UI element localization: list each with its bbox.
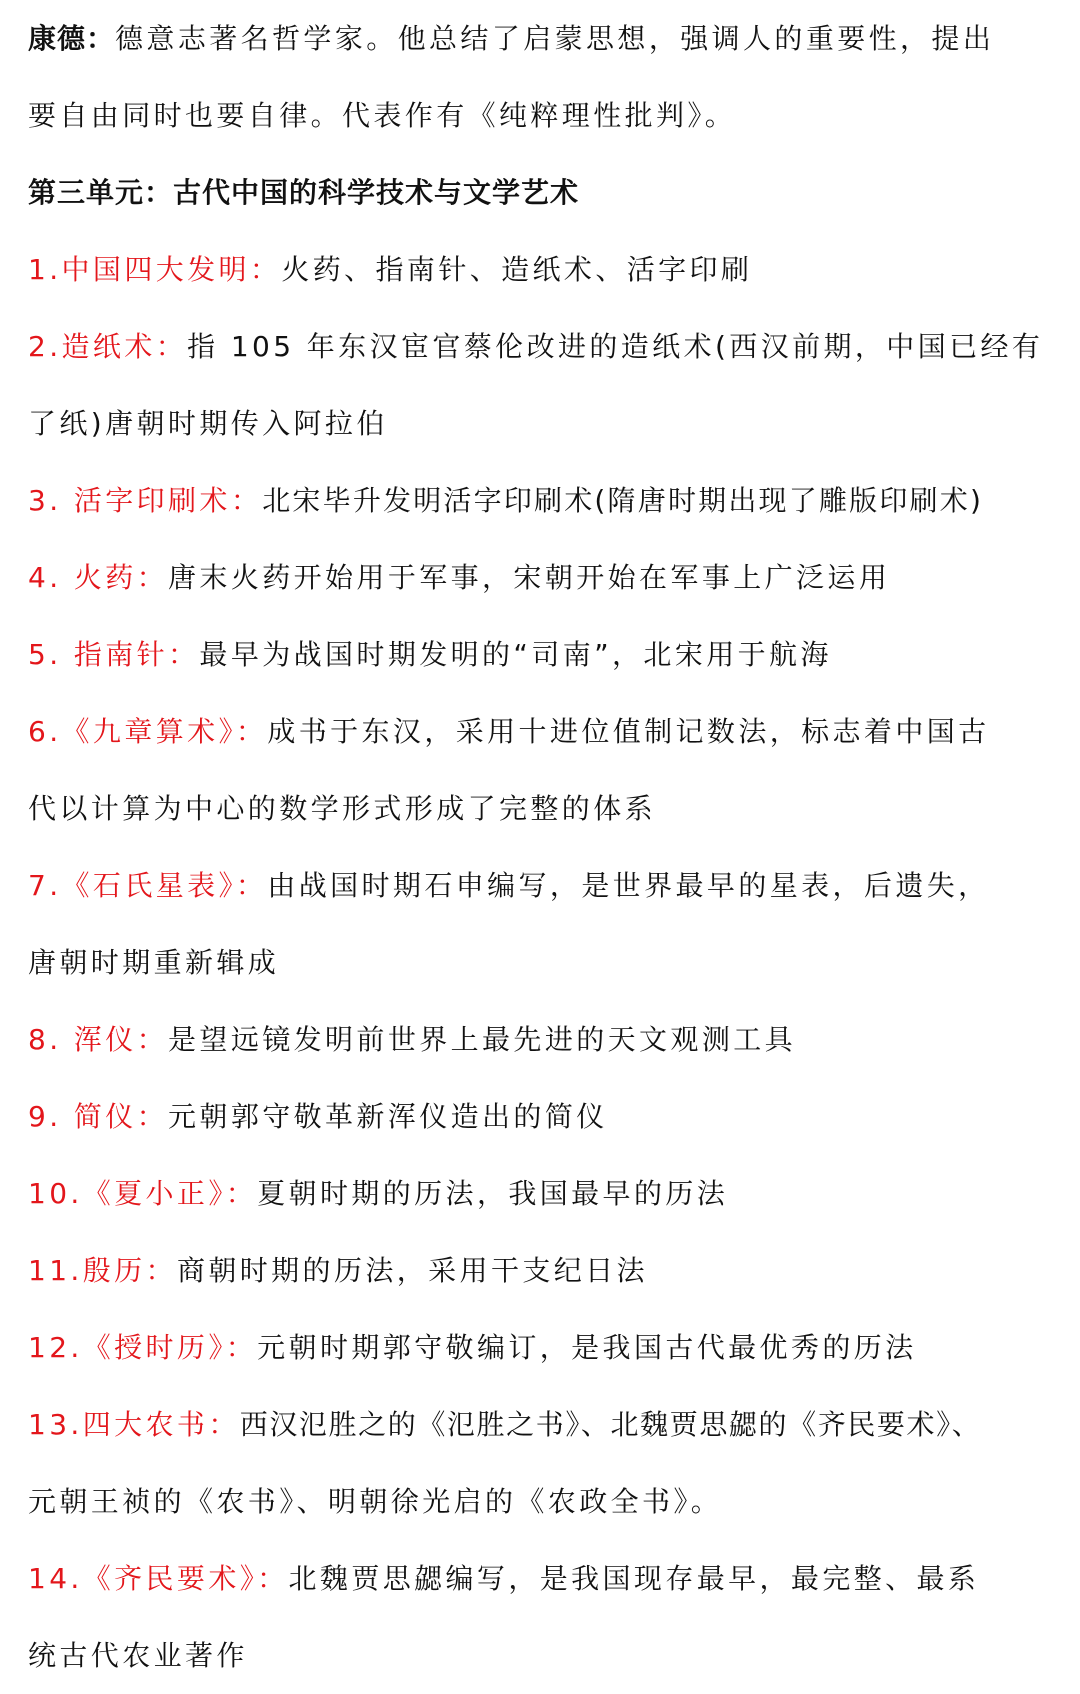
item-desc: 指 105 年东汉宦官蔡伦改进的造纸术(西汉前期，中国已经有	[187, 330, 1044, 363]
item-desc: 最早为战国时期发明的“司南”，北宋用于航海	[199, 638, 832, 671]
item-desc-cont: 唐朝时期重新辑成	[28, 946, 280, 979]
item-desc: 由战国时期石申编写，是世界最早的星表，后遗失，	[267, 869, 990, 902]
item-2-cont	[28, 385, 1052, 462]
item-desc-cont: 了纸)唐朝时期传入阿拉伯	[28, 407, 388, 440]
kant-line-1	[28, 0, 1052, 77]
item-desc: 北魏贾思勰编写，是我国现存最早，最完整、最系	[288, 1562, 980, 1595]
item-term: 8. 浑仪：	[28, 1023, 169, 1056]
item-desc: 北宋毕升发明活字印刷术(隋唐时期出现了雕版印刷术)	[262, 484, 984, 517]
item-term: 6.《九章算术》：	[28, 715, 268, 748]
item-term: 4. 火药：	[28, 561, 169, 594]
item-13	[28, 1386, 1052, 1463]
item-11	[28, 1232, 1052, 1309]
section-title: 第三单元：古代中国的科学技术与文学艺术	[28, 176, 580, 209]
item-13-cont	[28, 1463, 1052, 1540]
item-desc: 是望远镜发明前世界上最先进的天文观测工具	[168, 1023, 797, 1056]
item-7-cont	[28, 924, 1052, 1001]
kant-desc-2: 要自由同时也要自律。代表作有《纯粹理性批判》。	[28, 99, 737, 132]
item-3	[28, 462, 1052, 539]
item-6-cont	[28, 770, 1052, 847]
item-12	[28, 1309, 1052, 1386]
item-14-cont	[28, 1617, 1052, 1694]
item-8	[28, 1001, 1052, 1078]
item-4	[28, 539, 1052, 616]
item-term: 14.《齐民要术》：	[28, 1562, 289, 1595]
item-desc: 夏朝时期的历法，我国最早的历法	[257, 1177, 729, 1210]
item-6	[28, 693, 1052, 770]
item-2	[28, 308, 1052, 385]
item-term: 5. 指南针：	[28, 638, 200, 671]
item-desc-cont: 统古代农业著作	[28, 1639, 248, 1672]
item-term: 12.《授时历》：	[28, 1331, 258, 1364]
item-5	[28, 616, 1052, 693]
item-desc: 元朝郭守敬革新浑仪造出的简仪	[168, 1100, 608, 1133]
item-desc-cont: 代以计算为中心的数学形式形成了完整的体系	[28, 792, 657, 825]
kant-line-2	[28, 77, 1052, 154]
kant-term: 康德：	[28, 22, 116, 55]
item-term: 13.四大农书：	[28, 1408, 240, 1441]
kant-desc-1: 德意志著名哲学家。他总结了启蒙思想，强调人的重要性，提出	[115, 22, 995, 55]
document-page	[28, 0, 1052, 1694]
item-desc: 元朝时期郭守敬编订，是我国古代最优秀的历法	[257, 1331, 917, 1364]
item-9	[28, 1078, 1052, 1155]
item-1	[28, 231, 1052, 308]
item-desc-cont: 元朝王祯的《农书》、明朝徐光启的《农政全书》。	[28, 1485, 723, 1518]
item-desc: 西汉氾胜之的《氾胜之书》、北魏贾思勰的《齐民要术》、	[239, 1408, 982, 1441]
item-7	[28, 847, 1052, 924]
item-term: 10.《夏小正》：	[28, 1177, 258, 1210]
item-desc: 唐末火药开始用于军事，宋朝开始在军事上广泛运用	[168, 561, 891, 594]
item-14	[28, 1540, 1052, 1617]
item-desc: 商朝时期的历法，采用干支纪日法	[176, 1254, 648, 1287]
item-10	[28, 1155, 1052, 1232]
item-term: 2.造纸术：	[28, 330, 188, 363]
item-term: 3. 活字印刷术：	[28, 484, 263, 517]
item-term: 9. 简仪：	[28, 1100, 169, 1133]
item-desc: 成书于东汉，采用十进位值制记数法，标志着中国古	[267, 715, 990, 748]
item-term: 1.中国四大发明：	[28, 253, 282, 286]
item-desc: 火药、指南针、造纸术、活字印刷	[281, 253, 753, 286]
item-term: 7.《石氏星表》：	[28, 869, 268, 902]
item-term: 11.殷历：	[28, 1254, 177, 1287]
